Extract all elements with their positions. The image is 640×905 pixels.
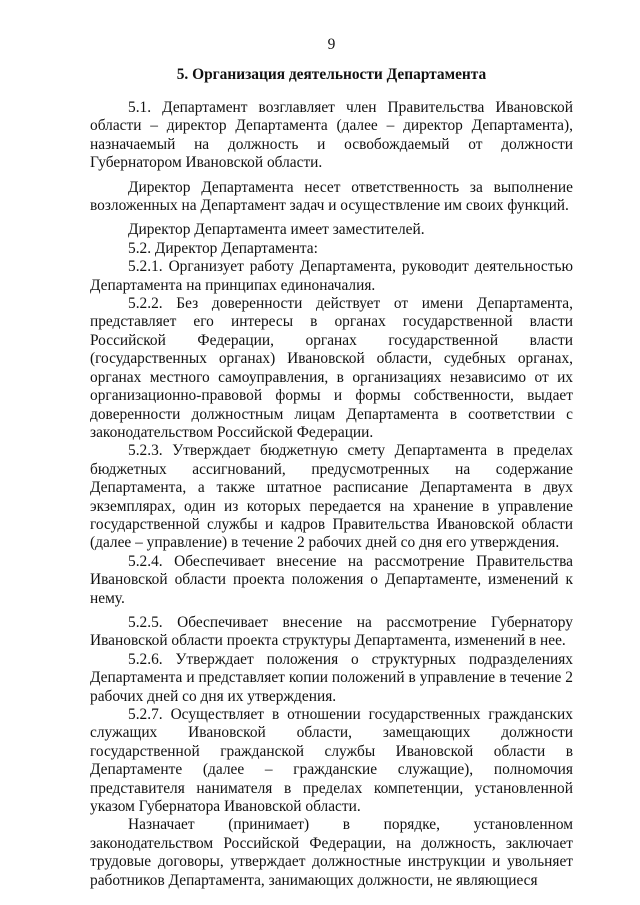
paragraph-director-deputies: Директор Департамента имеет заместителей. [128,221,425,239]
section-heading: 5. Организация деятельности Департамента [176,66,487,83]
paragraph-5-2-5: 5.2.5. Обеспечивает внесение на рассмотрение Губернатору Ивановской области проекта структуры Департамента, изменений в нее. [90,613,573,650]
page-number: 9 [327,36,336,53]
paragraph-director-responsibility: Директор Департамента несет ответственность за выполнение возложенных на Департамент задач и осуществление им своих функций. [90,178,573,215]
paragraph-5-2: 5.2. Директор Департамента: [128,239,318,257]
paragraph-5-2-6: 5.2.6. Утверждает положения о структурных подразделениях Департамента и представляет копии положений в управление в течение 2 рабочих дней со дня их утверждения. [90,650,573,705]
section-body [90,99,573,890]
paragraph-appoints-employees: Назначает (принимает) в порядке, установленном законодательством Российской Федерации, на должность, заключает трудовые договоры, утверждает должностные инструкции и увольняет работников Департамента, занимающих должности, не являющиеся [90,816,573,889]
paragraph-5-1: 5.1. Департамент возглавляет член Правительства Ивановской области – директор Департамента (далее – директор Департамента), назначаемый на должность и освобождаемый от должности Губернатором Ивановской области. [90,99,573,172]
paragraph-5-2-7: 5.2.7. Осуществляет в отношении государственных гражданских служащих Ивановской области, замещающих должности государственной гражданской службы Ивановской области в Департаменте (далее – гражданские служащие), полномочия представителя нанимателя в пределах компетенции, установленной указом Губернатора Ивановской области. [90,706,573,816]
paragraph-5-2-1: 5.2.1. Организует работу Департамента, руководит деятельностью Департамента на принципах единоначалия. [90,258,573,294]
paragraph-5-2-4: 5.2.4. Обеспечивает внесение на рассмотрение Правительства Ивановской области проекта положения о Департаменте, изменений к нему. [90,552,573,607]
paragraph-5-2-2: 5.2.2. Без доверенности действует от имени Департамента, представляет его интересы в органах государственной власти Российской Федерации, органах государственной власти (государственных органах) Ивановской области, судебных органах, органах местного самоуправления, в организациях независимо от их организационно-правовой формы и формы собственности, выдает доверенности должностным лицам Департамента в соответствии с законодательством Российской Федерации. [90,295,573,441]
paragraph-5-2-3: 5.2.3. Утверждает бюджетную смету Департамента в пределах бюджетных ассигнований, предусмотренных на содержание Департамента, а также штатное расписание Департамента в двух экземплярах, один из которых передается на хранение в управление государственной службы и кадров Правительства Ивановской области (далее – управление) в течение 2 рабочих дней со дня его утверждения. [90,442,573,552]
